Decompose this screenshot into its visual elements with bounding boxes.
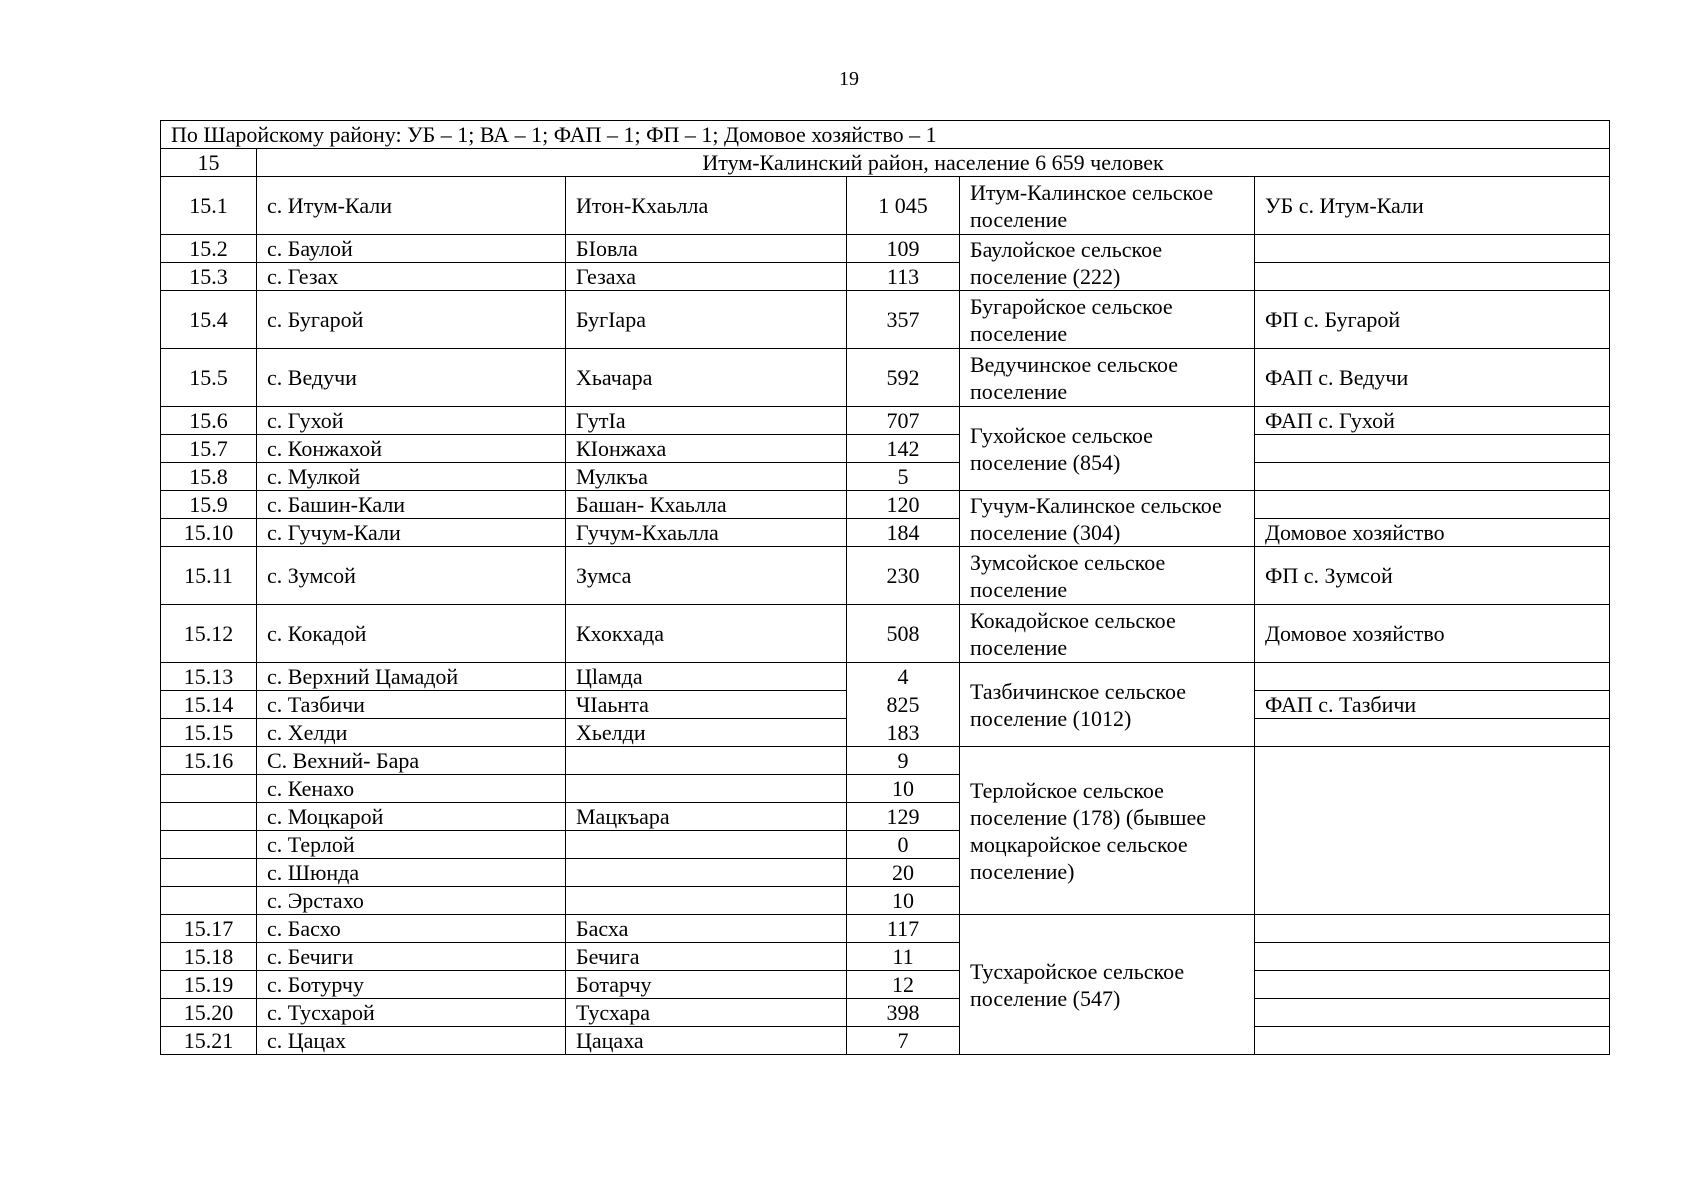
population: 357	[847, 291, 960, 349]
settlement-name: с. Баулой	[257, 235, 566, 263]
row-number	[161, 803, 257, 831]
settlement-name: с. Башин-Кали	[257, 491, 566, 519]
chechen-name: Басха	[566, 915, 847, 943]
row-number: 15.10	[161, 519, 257, 547]
chechen-name: Цlамда	[566, 663, 847, 691]
chechen-name: Бечига	[566, 943, 847, 971]
settlement-name: с. Верхний Цамадой	[257, 663, 566, 691]
table-row	[161, 547, 1610, 605]
table-row	[161, 1027, 1610, 1055]
settlement-name: с. Тусхарой	[257, 999, 566, 1027]
population: 120	[847, 491, 960, 519]
row-number: 15.15	[161, 719, 257, 747]
chechen-name: Тусхара	[566, 999, 847, 1027]
population: 4	[847, 663, 960, 691]
chechen-name: Гучум-Кхаьлла	[566, 519, 847, 547]
medical-facility	[1255, 491, 1610, 519]
table-row	[161, 747, 1610, 775]
chechen-name: Хьачара	[566, 349, 847, 407]
table-row	[161, 263, 1610, 291]
medical-facility	[1255, 943, 1610, 971]
table-row	[161, 349, 1610, 407]
population: 707	[847, 407, 960, 435]
row-number: 15.13	[161, 663, 257, 691]
population: 12	[847, 971, 960, 999]
chechen-name: Гезаха	[566, 263, 847, 291]
row-number: 15.11	[161, 547, 257, 605]
table-row	[161, 719, 1610, 747]
medical-facility	[1255, 719, 1610, 747]
population: 10	[847, 887, 960, 915]
municipality: Терлойское сельское поселение (178) (бывшее моцкаройское сельское поселение)	[960, 747, 1255, 915]
municipality: Кокадойское сельское поселение	[960, 605, 1255, 663]
medical-facility	[1255, 747, 1610, 915]
municipality: Зумсойское сельское поселение	[960, 547, 1255, 605]
population: 825	[847, 691, 960, 719]
chechen-name: ЧIаьнта	[566, 691, 847, 719]
medical-facility	[1255, 435, 1610, 463]
chechen-name: ГутIа	[566, 407, 847, 435]
population: 0	[847, 831, 960, 859]
row-number: 15.5	[161, 349, 257, 407]
medical-facility	[1255, 999, 1610, 1027]
row-number: 15.2	[161, 235, 257, 263]
settlements-table	[160, 120, 1610, 1055]
chechen-name: Башан- Кхаьлла	[566, 491, 847, 519]
district-header-row	[161, 149, 1610, 177]
chechen-name: БугIара	[566, 291, 847, 349]
chechen-name: Кхокхада	[566, 605, 847, 663]
table-row	[161, 463, 1610, 491]
medical-facility	[1255, 263, 1610, 291]
population: 20	[847, 859, 960, 887]
settlement-name: с. Цацах	[257, 1027, 566, 1055]
table-row	[161, 943, 1610, 971]
table-row	[161, 491, 1610, 519]
municipality: Гухойское сельское поселение (854)	[960, 407, 1255, 491]
settlement-name: с. Хелди	[257, 719, 566, 747]
municipality: Бугаройское сельское поселение	[960, 291, 1255, 349]
population: 230	[847, 547, 960, 605]
page-number: 19	[839, 68, 859, 90]
row-number: 15.16	[161, 747, 257, 775]
table-row	[161, 663, 1610, 691]
table-row	[161, 291, 1610, 349]
settlement-name: с. Басхо	[257, 915, 566, 943]
chechen-name: БIовла	[566, 235, 847, 263]
population: 142	[847, 435, 960, 463]
municipality: Ведучинское сельское поселение	[960, 349, 1255, 407]
medical-facility: ФП с. Бугарой	[1255, 291, 1610, 349]
table-row	[161, 691, 1610, 719]
district-title: Итум-Калинский район, население 6 659 человек	[257, 149, 1610, 177]
medical-facility	[1255, 663, 1610, 691]
summary-text: По Шаройскому району: УБ – 1; ВА – 1; ФАП – 1; ФП – 1; Домовое хозяйство – 1	[161, 121, 1610, 149]
municipality: Тусхаройское сельское поселение (547)	[960, 915, 1255, 1055]
medical-facility: Домовое хозяйство	[1255, 519, 1610, 547]
population: 184	[847, 519, 960, 547]
settlement-name: с. Бечиги	[257, 943, 566, 971]
row-number	[161, 775, 257, 803]
settlement-name: с. Терлой	[257, 831, 566, 859]
table-row	[161, 235, 1610, 263]
chechen-name: Цацаха	[566, 1027, 847, 1055]
population: 5	[847, 463, 960, 491]
settlement-name: с. Моцкарой	[257, 803, 566, 831]
population: 11	[847, 943, 960, 971]
row-number: 15.17	[161, 915, 257, 943]
population: 129	[847, 803, 960, 831]
settlement-name: с. Эрстахо	[257, 887, 566, 915]
population: 1 045	[847, 177, 960, 235]
population: 117	[847, 915, 960, 943]
row-number	[161, 831, 257, 859]
table-row	[161, 435, 1610, 463]
medical-facility: ФП с. Зумсой	[1255, 547, 1610, 605]
population: 9	[847, 747, 960, 775]
medical-facility: ФАП с. Тазбичи	[1255, 691, 1610, 719]
settlement-name: с. Мулкой	[257, 463, 566, 491]
municipality: Гучум-Калинское сельское поселение (304)	[960, 491, 1255, 547]
table-row	[161, 999, 1610, 1027]
row-number: 15.12	[161, 605, 257, 663]
table-row	[161, 407, 1610, 435]
settlement-name: с. Бугарой	[257, 291, 566, 349]
row-number: 15.8	[161, 463, 257, 491]
municipality: Баулойское сельское поселение (222)	[960, 235, 1255, 291]
medical-facility	[1255, 463, 1610, 491]
table-row	[161, 605, 1610, 663]
row-number: 15.18	[161, 943, 257, 971]
district-number: 15	[161, 149, 257, 177]
municipality: Итум-Калинское сельское поселение	[960, 177, 1255, 235]
chechen-name: Мулкъа	[566, 463, 847, 491]
medical-facility	[1255, 915, 1610, 943]
population: 183	[847, 719, 960, 747]
chechen-name	[566, 775, 847, 803]
chechen-name	[566, 859, 847, 887]
settlement-name: с. Гучум-Кали	[257, 519, 566, 547]
chechen-name: КIонжаха	[566, 435, 847, 463]
population: 592	[847, 349, 960, 407]
chechen-name	[566, 887, 847, 915]
settlement-name: с. Гухой	[257, 407, 566, 435]
row-number: 15.21	[161, 1027, 257, 1055]
settlement-name: с. Ведучи	[257, 349, 566, 407]
population: 109	[847, 235, 960, 263]
municipality: Тазбичинское сельское поселение (1012)	[960, 663, 1255, 747]
row-number: 15.19	[161, 971, 257, 999]
population: 113	[847, 263, 960, 291]
row-number: 15.4	[161, 291, 257, 349]
chechen-name: Итон-Кхаьлла	[566, 177, 847, 235]
row-number: 15.20	[161, 999, 257, 1027]
row-number: 15.6	[161, 407, 257, 435]
settlement-name: С. Вехний- Бара	[257, 747, 566, 775]
medical-facility	[1255, 235, 1610, 263]
chechen-name: Ботарчу	[566, 971, 847, 999]
settlement-name: с. Кокадой	[257, 605, 566, 663]
row-number: 15.1	[161, 177, 257, 235]
medical-facility: ФАП с. Гухой	[1255, 407, 1610, 435]
medical-facility	[1255, 971, 1610, 999]
settlement-name: с. Шюнда	[257, 859, 566, 887]
table-row	[161, 177, 1610, 235]
chechen-name: Мацкъара	[566, 803, 847, 831]
settlement-name: с. Гезах	[257, 263, 566, 291]
table-row	[161, 915, 1610, 943]
settlement-name: с. Кенахо	[257, 775, 566, 803]
chechen-name	[566, 747, 847, 775]
medical-facility: УБ с. Итум-Кали	[1255, 177, 1610, 235]
settlement-name: с. Ботурчу	[257, 971, 566, 999]
row-number: 15.3	[161, 263, 257, 291]
medical-facility: ФАП с. Ведучи	[1255, 349, 1610, 407]
settlement-name: с. Зумсой	[257, 547, 566, 605]
population: 10	[847, 775, 960, 803]
population: 7	[847, 1027, 960, 1055]
chechen-name	[566, 831, 847, 859]
settlement-name: с. Тазбичи	[257, 691, 566, 719]
row-number	[161, 887, 257, 915]
population: 508	[847, 605, 960, 663]
settlement-name: с. Конжахой	[257, 435, 566, 463]
population: 398	[847, 999, 960, 1027]
medical-facility: Домовое хозяйство	[1255, 605, 1610, 663]
settlement-name: с. Итум-Кали	[257, 177, 566, 235]
row-number: 15.9	[161, 491, 257, 519]
summary-row	[161, 121, 1610, 149]
chechen-name: Хьелди	[566, 719, 847, 747]
row-number: 15.14	[161, 691, 257, 719]
row-number: 15.7	[161, 435, 257, 463]
medical-facility	[1255, 1027, 1610, 1055]
table-row	[161, 971, 1610, 999]
table-row	[161, 519, 1610, 547]
chechen-name: Зумса	[566, 547, 847, 605]
row-number	[161, 859, 257, 887]
